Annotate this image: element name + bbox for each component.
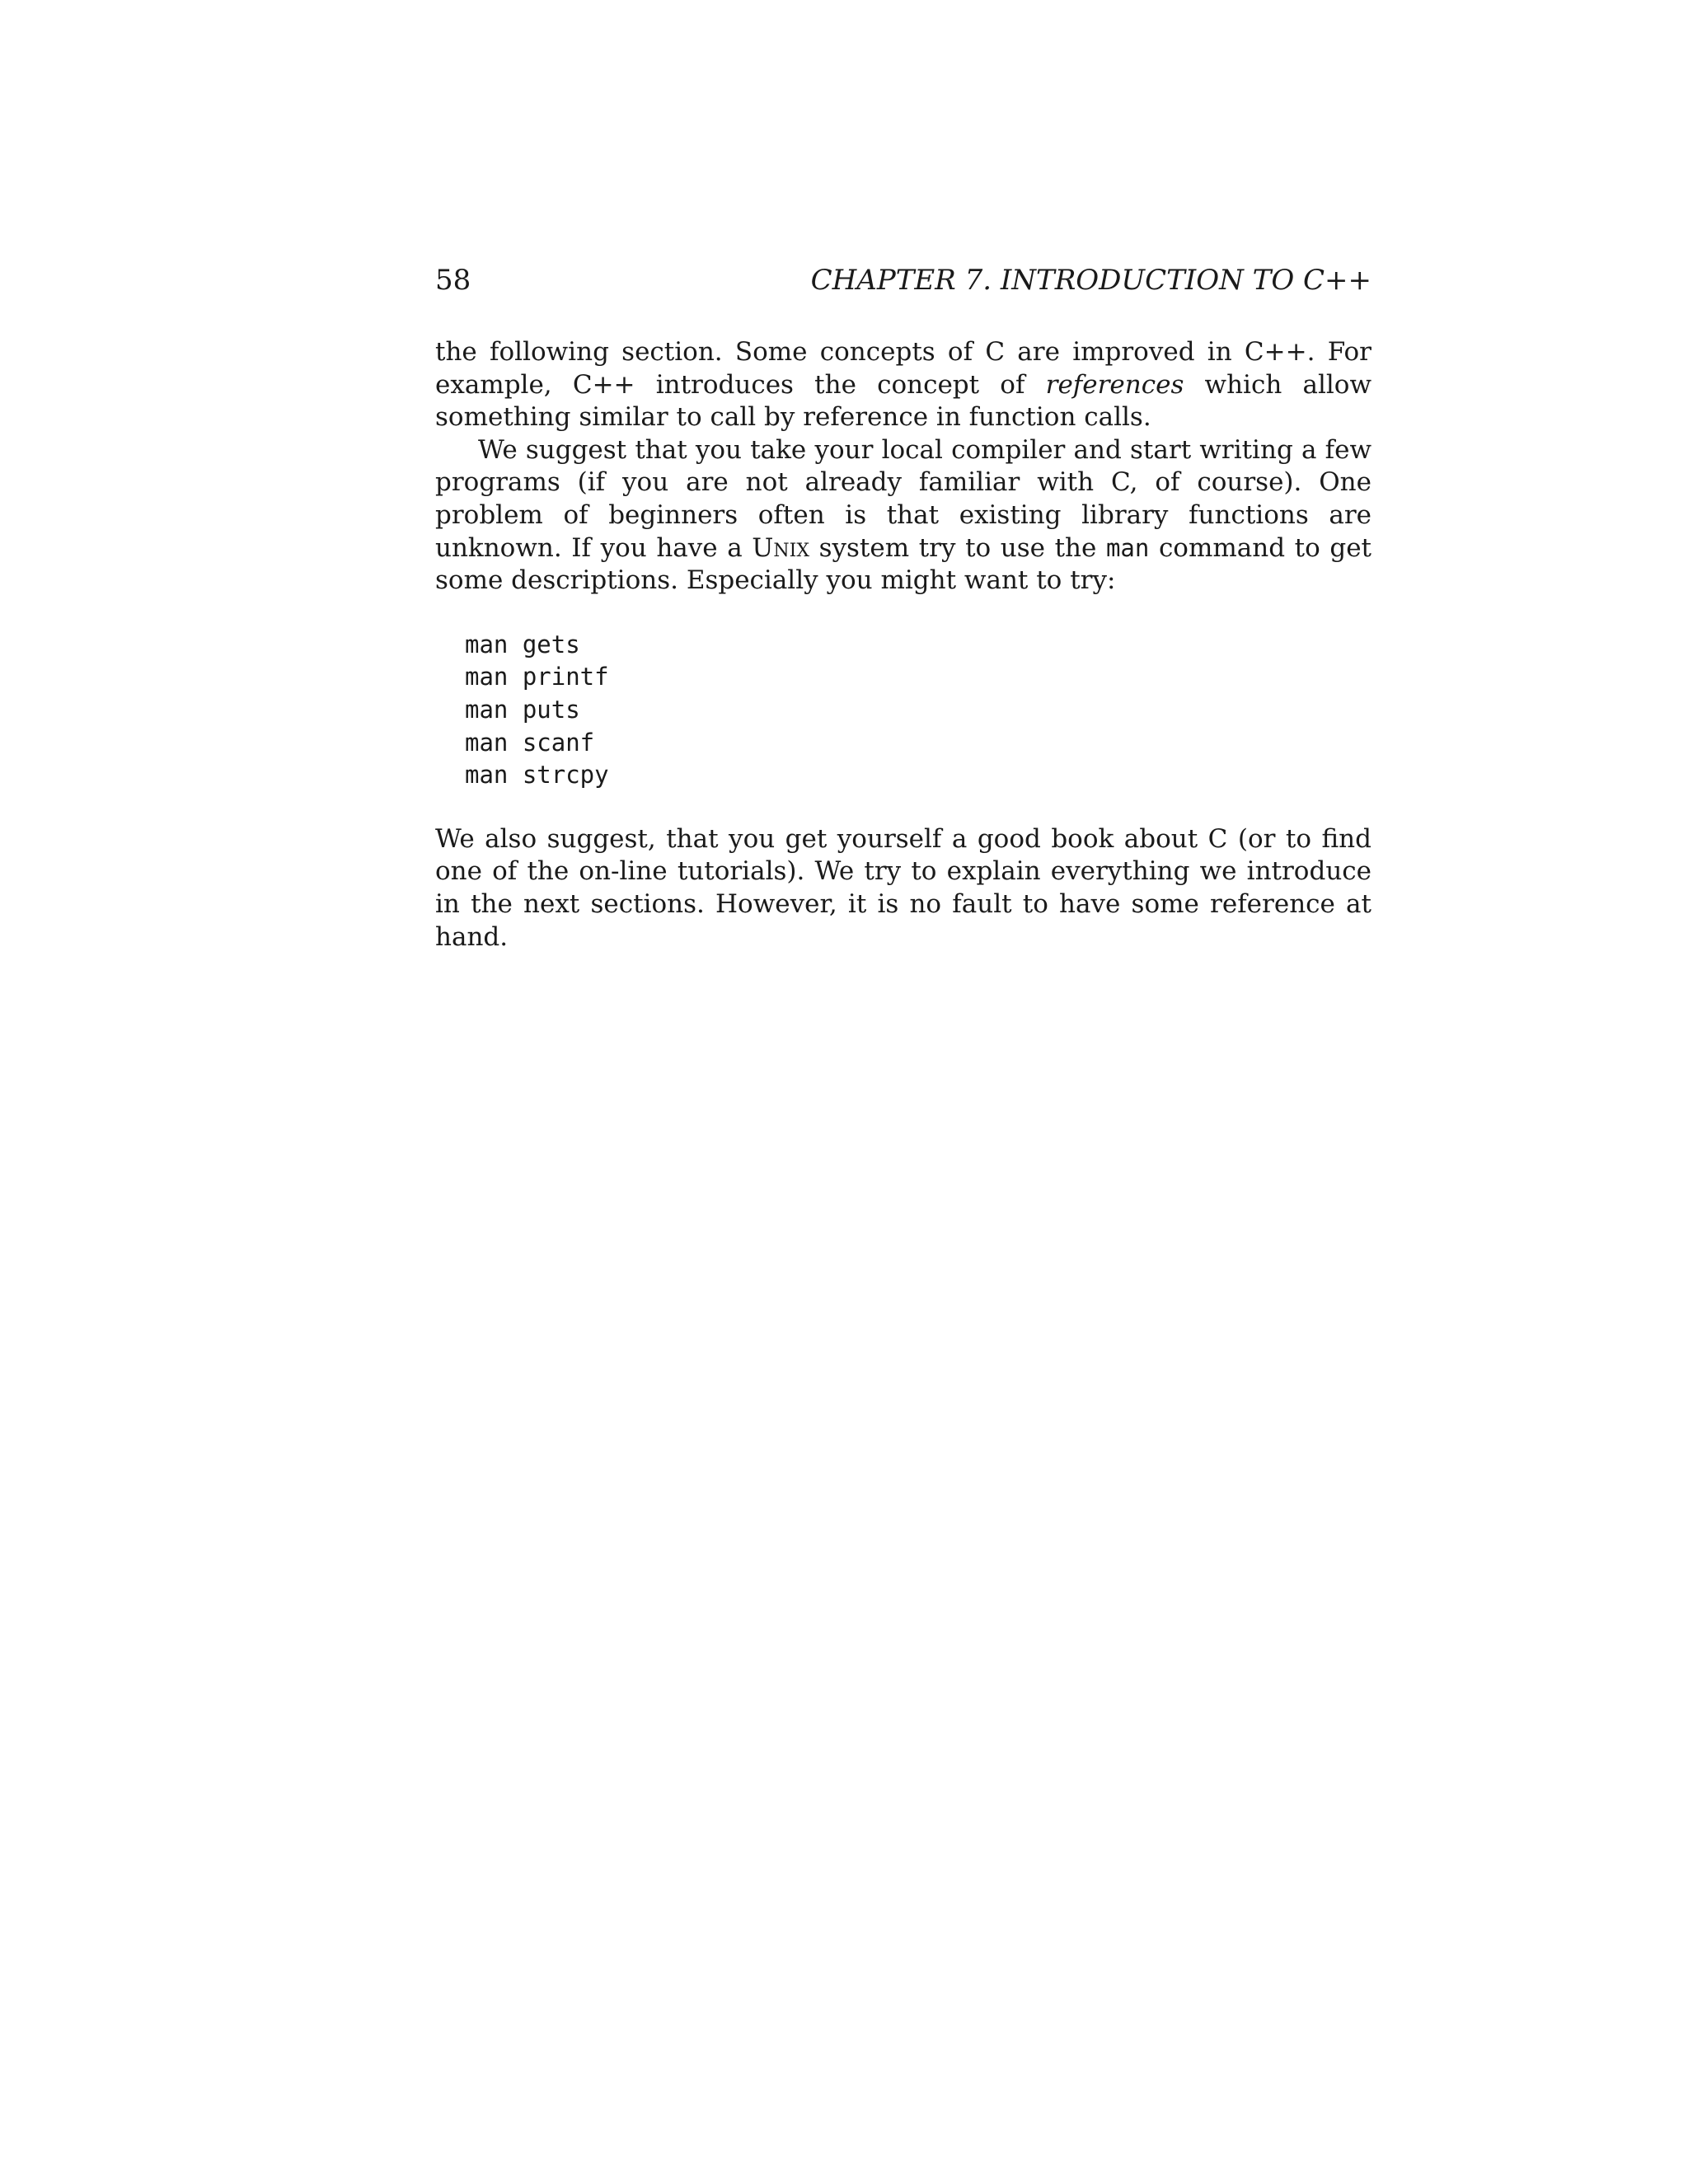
body-text	[435, 336, 1372, 954]
code-line: man scanf	[465, 728, 595, 757]
paragraph-1-part-1: the following section. Some concepts of C are improved in C++. For example, C++ introduces the concept of	[435, 337, 1372, 400]
paragraph-2-part-1: We suggest that you take your local compiler and start writing a few programs (if you are not already familiar with C, of course). One problem of beginners often is that existing library functions are unknown. If you have a	[435, 434, 1372, 563]
paragraph-1	[435, 336, 1372, 434]
code-line: man puts	[465, 695, 580, 724]
page-number: 58	[435, 264, 471, 297]
man-command-inline: man	[1105, 533, 1150, 562]
paragraph-3: We also suggest, that you get yourself a good book about C (or to find one of the on-line tutorials). We try to explain everything we introduce in the next sections. However, it is no fault to have some reference at hand.	[435, 823, 1372, 952]
code-line: man printf	[465, 663, 609, 691]
code-line: man strcpy	[465, 761, 609, 790]
paragraph-2	[435, 434, 1372, 598]
references-emphasis: references	[1045, 369, 1184, 400]
paragraph-2-part-2: system try to use the	[809, 532, 1106, 563]
running-head	[435, 262, 1372, 298]
code-block	[465, 629, 1372, 792]
chapter-title: CHAPTER 7. INTRODUCTION TO C++	[810, 264, 1372, 297]
code-line: man gets	[465, 630, 580, 658]
page-content	[435, 262, 1372, 954]
unix-term: Unix	[752, 532, 810, 563]
paragraph-2-part-3: command to get some descriptions. Especially you might want to try:	[435, 532, 1372, 596]
paragraph-1-part-2: which allow something similar to call by reference in function calls.	[435, 369, 1372, 433]
